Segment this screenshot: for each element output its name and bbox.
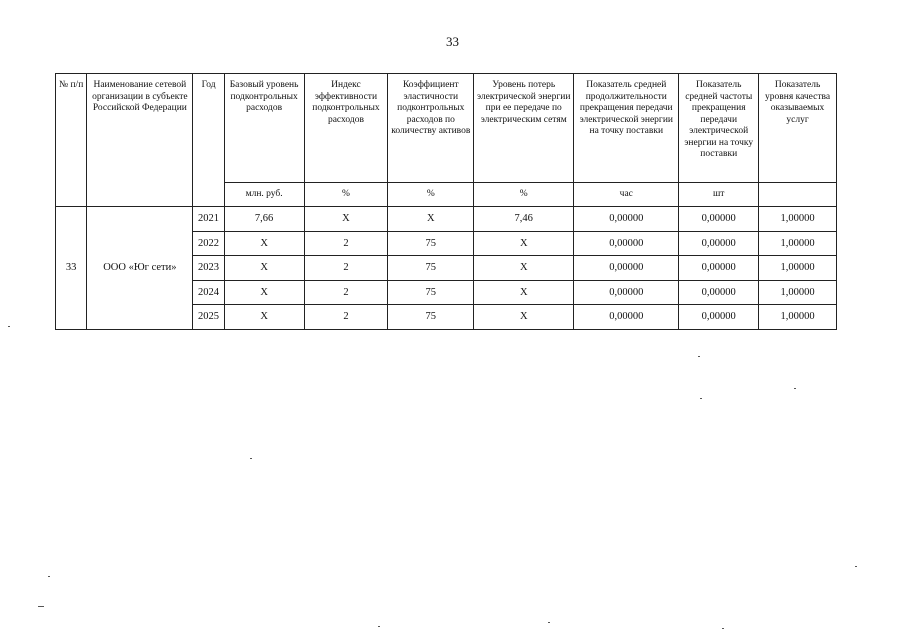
header-losses: Уровень потерь электрической энергии при ее передаче по электрическим сетям (474, 74, 574, 183)
quality-cell: 1,00000 (759, 280, 837, 305)
header-elasticity: Коэффициент эластичности подконтрольных расходов по количеству активов (388, 74, 474, 183)
scan-speck (855, 566, 857, 567)
header-duration: Показатель средней продолжительности прекращения передачи электрической энергии на точку поставки (574, 74, 679, 183)
unit-losses: % (474, 183, 574, 207)
header-row (56, 74, 837, 183)
year-cell: 2024 (193, 280, 224, 305)
losses-cell: Х (474, 256, 574, 281)
efficiency-cell: 2 (304, 256, 388, 281)
unit-efficiency: % (304, 183, 388, 207)
efficiency-cell: 2 (304, 280, 388, 305)
scan-speck (794, 388, 796, 389)
scan-speck (698, 356, 700, 357)
year-cell: 2023 (193, 256, 224, 281)
elasticity-cell: Х (388, 207, 474, 232)
header-base-level: Базовый уровень подконтрольных расходов (224, 74, 304, 183)
scan-speck (548, 622, 550, 623)
quality-cell: 1,00000 (759, 207, 837, 232)
efficiency-cell: 2 (304, 231, 388, 256)
duration-cell: 0,00000 (574, 280, 679, 305)
frequency-cell: 0,00000 (679, 231, 759, 256)
scan-speck (8, 326, 10, 327)
base-level-cell: Х (224, 231, 304, 256)
unit-quality (759, 183, 837, 207)
unit-frequency: шт (679, 183, 759, 207)
elasticity-cell: 75 (388, 231, 474, 256)
year-cell: 2022 (193, 231, 224, 256)
losses-cell: Х (474, 280, 574, 305)
elasticity-cell: 75 (388, 280, 474, 305)
org-number: 33 (56, 207, 87, 330)
elasticity-cell: 75 (388, 305, 474, 330)
unit-duration: час (574, 183, 679, 207)
scan-speck (48, 576, 50, 577)
unit-elasticity: % (388, 183, 474, 207)
quality-cell: 1,00000 (759, 256, 837, 281)
scan-speck (38, 606, 44, 607)
header-org: Наименование сетевой организации в субъекте Российской Федерации (87, 74, 193, 207)
table-row (56, 207, 837, 232)
tariff-table (55, 73, 837, 330)
unit-base-level: млн. руб. (224, 183, 304, 207)
duration-cell: 0,00000 (574, 305, 679, 330)
losses-cell: Х (474, 305, 574, 330)
frequency-cell: 0,00000 (679, 256, 759, 281)
efficiency-cell: Х (304, 207, 388, 232)
header-efficiency: Индекс эффективности подконтрольных расходов (304, 74, 388, 183)
header-num: № п/п (56, 74, 87, 207)
base-level-cell: 7,66 (224, 207, 304, 232)
efficiency-cell: 2 (304, 305, 388, 330)
header-frequency: Показатель средней частоты прекращения передачи электрической энергии на точку поставки (679, 74, 759, 183)
base-level-cell: Х (224, 305, 304, 330)
scan-speck (722, 628, 724, 629)
duration-cell: 0,00000 (574, 256, 679, 281)
year-cell: 2025 (193, 305, 224, 330)
losses-cell: 7,46 (474, 207, 574, 232)
page-number: 33 (446, 34, 459, 49)
year-cell: 2021 (193, 207, 224, 232)
elasticity-cell: 75 (388, 256, 474, 281)
header-quality: Показатель уровня качества оказываемых услуг (759, 74, 837, 183)
base-level-cell: Х (224, 280, 304, 305)
quality-cell: 1,00000 (759, 231, 837, 256)
frequency-cell: 0,00000 (679, 207, 759, 232)
org-name: ООО «Юг сети» (87, 207, 193, 330)
scan-speck (378, 626, 380, 627)
quality-cell: 1,00000 (759, 305, 837, 330)
frequency-cell: 0,00000 (679, 280, 759, 305)
duration-cell: 0,00000 (574, 231, 679, 256)
losses-cell: Х (474, 231, 574, 256)
frequency-cell: 0,00000 (679, 305, 759, 330)
duration-cell: 0,00000 (574, 207, 679, 232)
scan-speck (700, 398, 702, 399)
scan-speck (250, 458, 252, 459)
header-year: Год (193, 74, 224, 207)
base-level-cell: Х (224, 256, 304, 281)
